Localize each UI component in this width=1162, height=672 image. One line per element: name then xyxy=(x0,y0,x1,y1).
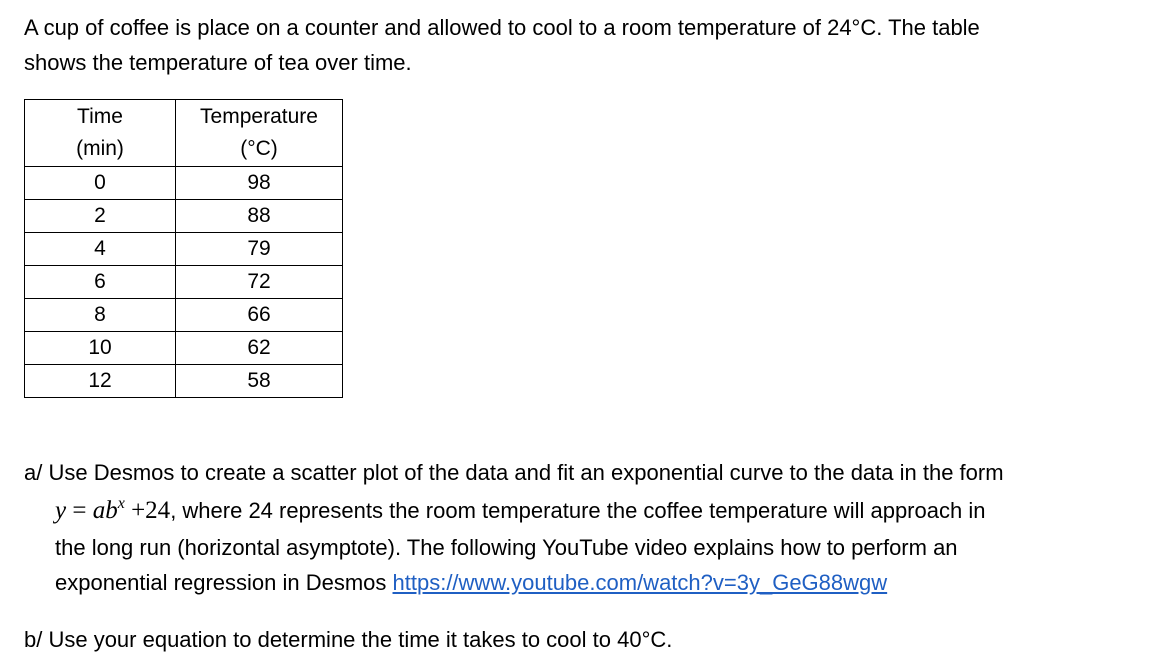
part-a-line-1: a/ Use Desmos to create a scatter plot of the data and fit an exponential curve to the data in the form xyxy=(24,460,1004,485)
time-cell: 4 xyxy=(25,233,176,266)
temperature-cell: 88 xyxy=(176,200,343,233)
temperature-cell: 58 xyxy=(176,365,343,398)
table-row xyxy=(25,332,343,365)
time-cell: 6 xyxy=(25,266,176,299)
problem-intro xyxy=(24,10,1144,80)
part-a-line-4 xyxy=(24,565,1144,600)
time-cell: 0 xyxy=(25,167,176,200)
temperature-cell: 79 xyxy=(176,233,343,266)
time-cell: 8 xyxy=(25,299,176,332)
part-a-line-3: the long run (horizontal asymptote). The following YouTube video explains how to perform an xyxy=(55,535,958,560)
temperature-header-label: Temperature xyxy=(200,105,318,128)
temperature-cell: 72 xyxy=(176,266,343,299)
table-row xyxy=(25,233,343,266)
equation-y: y xyxy=(55,497,67,524)
part-a-line-2 xyxy=(24,492,1144,530)
time-cell: 10 xyxy=(25,332,176,365)
equation-exponent: x xyxy=(117,495,125,512)
question-part-a xyxy=(24,454,1144,600)
temperature-cell: 66 xyxy=(176,299,343,332)
time-cell: 2 xyxy=(25,200,176,233)
youtube-video-link[interactable]: https://www.youtube.com/watch?v=3y_GeG88wgw xyxy=(392,570,888,595)
time-column-header xyxy=(25,100,176,167)
question-part-b: b/ Use your equation to determine the time it takes to cool to 40°C. xyxy=(24,627,673,652)
time-header-label: Time xyxy=(77,105,123,128)
table-header-row xyxy=(25,100,343,167)
table-row xyxy=(25,167,343,200)
table-row xyxy=(25,299,343,332)
part-a-line-4-text: exponential regression in Desmos xyxy=(55,570,393,595)
table-row xyxy=(25,200,343,233)
exponential-equation xyxy=(55,497,170,524)
time-header-unit: (min) xyxy=(76,137,124,160)
temperature-table xyxy=(24,99,343,398)
intro-line-2: shows the temperature of tea over time. xyxy=(24,50,412,75)
equation-constant: +24 xyxy=(124,497,171,524)
temperature-cell: 98 xyxy=(176,167,343,200)
part-a-line-2-text: , where 24 represents the room temperature the coffee temperature will approach in xyxy=(170,498,986,523)
table-row xyxy=(25,365,343,398)
temperature-column-header xyxy=(176,100,343,167)
equation-equals: = xyxy=(66,497,93,524)
table-row xyxy=(25,266,343,299)
equation-ab: ab xyxy=(92,497,118,524)
temperature-cell: 62 xyxy=(176,332,343,365)
time-cell: 12 xyxy=(25,365,176,398)
intro-line-1: A cup of coffee is place on a counter and allowed to cool to a room temperature of 24°C. The table xyxy=(24,15,980,40)
temperature-header-unit: (°C) xyxy=(240,137,278,160)
